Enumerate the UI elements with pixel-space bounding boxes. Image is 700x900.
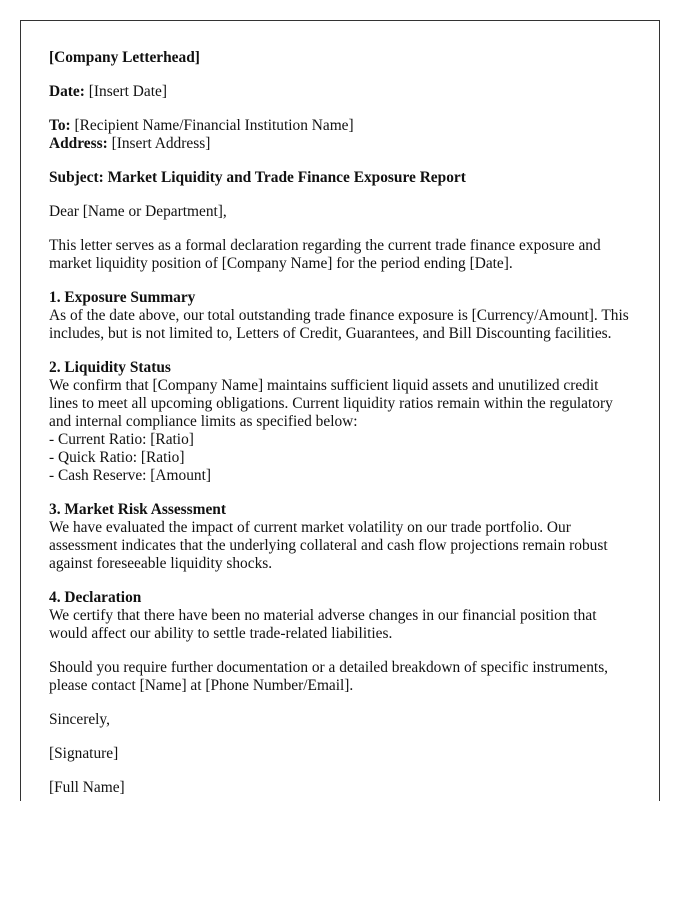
section-body: We certify that there have been no material adverse changes in our financial position that would affect our ability to settle trade-related liabilities. [49, 607, 597, 642]
closing-request: Should you require further documentation or a detailed breakdown of specific instruments, please contact [Name] at [Phone Number/Email]. [49, 659, 609, 694]
address-line [49, 135, 631, 153]
address-value: [Insert Address] [107, 135, 211, 152]
section-exposure-summary [49, 289, 631, 343]
section-body: We confirm that [Company Name] maintains sufficient liquid assets and unutilized credit lines to meet all upcoming obligations. Current liquidity ratios remain within the regulatory and internal compliance limits as specified below: [49, 377, 613, 430]
letter-content [21, 21, 659, 797]
to-label: To: [49, 117, 71, 134]
letterhead-text: [Company Letterhead] [49, 49, 200, 66]
section-title: 1. Exposure Summary [49, 289, 196, 306]
subject-line [49, 169, 631, 187]
address-label: Address: [49, 135, 108, 152]
date-value: [Insert Date] [84, 83, 167, 100]
section-body: As of the date above, our total outstanding trade finance exposure is [Currency/Amount]. This includes, but is not limited to, Letters of Credit, Guarantees, and Bill Discounting facilities. [49, 307, 629, 342]
letterhead [49, 49, 631, 67]
to-line [49, 117, 631, 135]
to-value: [Recipient Name/Financial Institution Name] [70, 117, 354, 134]
section-market-risk [49, 501, 631, 573]
sign-off: Sincerely, [49, 711, 110, 728]
subject-text: Subject: Market Liquidity and Trade Finance Exposure Report [49, 169, 466, 186]
recipient-block [49, 117, 631, 153]
section-title: 2. Liquidity Status [49, 359, 171, 376]
list-item-current-ratio: - Current Ratio: [Ratio] [49, 431, 194, 448]
date-line [49, 83, 631, 101]
salutation: Dear [Name or Department], [49, 203, 227, 220]
section-body: We have evaluated the impact of current market volatility on our trade portfolio. Our assessment indicates that the underlying collateral and cash flow projections remain robust against foreseeable liquidity shocks. [49, 519, 608, 572]
list-item-cash-reserve: - Cash Reserve: [Amount] [49, 467, 211, 484]
date-label: Date: [49, 83, 85, 100]
section-title: 4. Declaration [49, 589, 142, 606]
intro-paragraph: This letter serves as a formal declaration regarding the current trade finance exposure and market liquidity position of [Company Name] for the period ending [Date]. [49, 237, 601, 272]
section-title: 3. Market Risk Assessment [49, 501, 226, 518]
list-item-quick-ratio: - Quick Ratio: [Ratio] [49, 449, 185, 466]
signature: [Signature] [49, 745, 119, 762]
section-declaration [49, 589, 631, 643]
letter-page [20, 20, 660, 801]
full-name: [Full Name] [49, 779, 125, 796]
section-liquidity-status [49, 359, 631, 485]
